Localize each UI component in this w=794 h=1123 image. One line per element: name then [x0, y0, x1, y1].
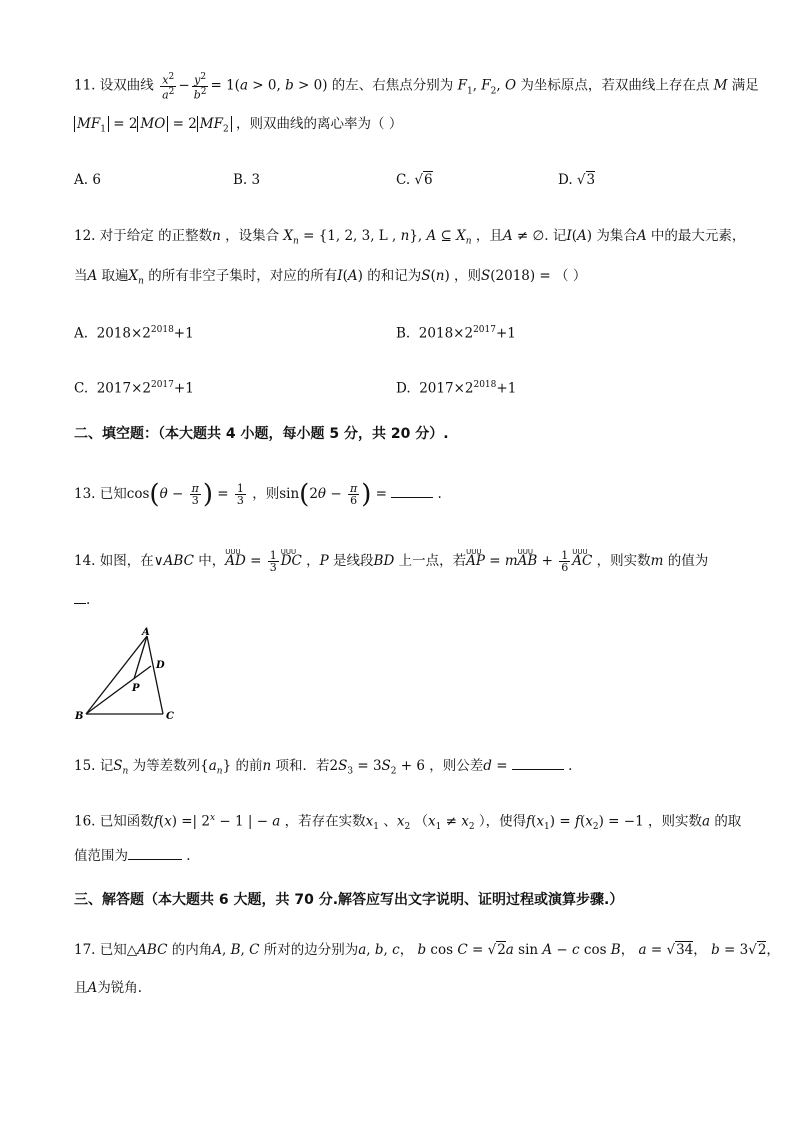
segment-ap — [134, 636, 147, 679]
q16-line1: 16. 已知函数f(x) =| $2^x - 1$ | − a ，若存在实数$x_1$ 、$x_2$ （$x_1 \ne x_2$ ），使得$f(x_1) = f(x_2) = -1$ ，则实数a 的取 — [74, 813, 742, 833]
label-b: B — [75, 711, 84, 722]
option-a: A. 6 — [74, 172, 101, 188]
option-d: D. $2017\times 2^{2018}+1$ — [396, 380, 517, 397]
q17-line2: 且A为锐角. — [74, 980, 143, 996]
section-heading-answers: 三、解答题（本大题共 6 大题，共 70 分.解答应写出文字说明、证明过程或演算步骤.） — [74, 892, 624, 908]
q13-line: 13. 已知cos(θ − $\frac{\pi}{3}$ ) = $\frac{1}{3}$ ，则sin(2θ − $\frac{\pi}{6}$ ) = . — [74, 479, 442, 510]
q14-line2: . — [74, 590, 90, 610]
option-c: C. √6 — [396, 172, 433, 188]
triangle-figure — [72, 626, 192, 726]
label-d: D — [156, 660, 165, 671]
q11-line1: 11. 设双曲线 $\frac{x^2}{a^2}$ − $\frac{y^2}{b^2}$ = 1(a > 0, b > 0) 的左、右焦点分别为 $F_1$, $F_2$, O 为坐标原点，若双曲线上存在点 M 满足 — [74, 72, 759, 102]
q15-line: 15. 记$S_n$ 为等差数列$\{a_n\}$ 的前n 项和．若$2S_3 = 3S_2 + 6$ ，则公差d = . — [74, 758, 573, 777]
segment-ac — [147, 636, 163, 714]
label-c: C — [166, 711, 174, 722]
question-number: 11. — [74, 77, 96, 94]
option-b: B. $2018\times 2^{2017}+1$ — [396, 325, 516, 342]
math-fraction: $\frac{x^2}{a^2}$ — [162, 72, 175, 102]
label-a: A — [142, 627, 150, 638]
question-number: 12. — [74, 228, 96, 244]
option-b: B. 3 — [233, 172, 261, 188]
section-heading-fill-in: 二、填空题：（本大题共 4 小题，每小题 5 分，共 20 分）. — [74, 426, 449, 442]
option-d: D. √3 — [558, 172, 596, 188]
q12-line2: 当A 取遍$X_n$ 的所有非空子集时，对应的所有I(A) 的和记为S(n) ，则S(2018) = （ ） — [74, 268, 587, 287]
q12-line1: 12. 对于给定 的正整数n ，设集合 $X_n = \{1$, 2, 3, L , n}, A ⊆ $X_n$ ，且A ≠ ∅. 记I(A) 为集合A 中的最大元素， — [74, 228, 746, 247]
option-c: C. $2017\times 2^{2017}+1$ — [74, 380, 194, 397]
option-a: A. $2018\times 2^{2018}+1$ — [74, 325, 194, 342]
q16-line2: 值范围为 . — [74, 848, 191, 864]
q14-line1: 14. 如图，在∨ABC 中，UUU AD = $\frac{1}{3}$ UUU DC ，P 是线段BD 上一点，若UUU AP = mUUU AB + $\frac{1}{6}$ UUU AC ，则实数m 的值为 — [74, 550, 708, 573]
label-p: P — [132, 683, 140, 694]
q11-line2: $MF_1 = 2$ MO = 2 $MF_2$ ，则双曲线的离心率为（ ） — [74, 114, 402, 140]
q17-line1: 17. 已知△ABC 的内角A, B, C 所对的边分别为a, b, c， b cos C = √2a sin A − c cos B， a = √34， b = 3√2， — [74, 942, 780, 958]
